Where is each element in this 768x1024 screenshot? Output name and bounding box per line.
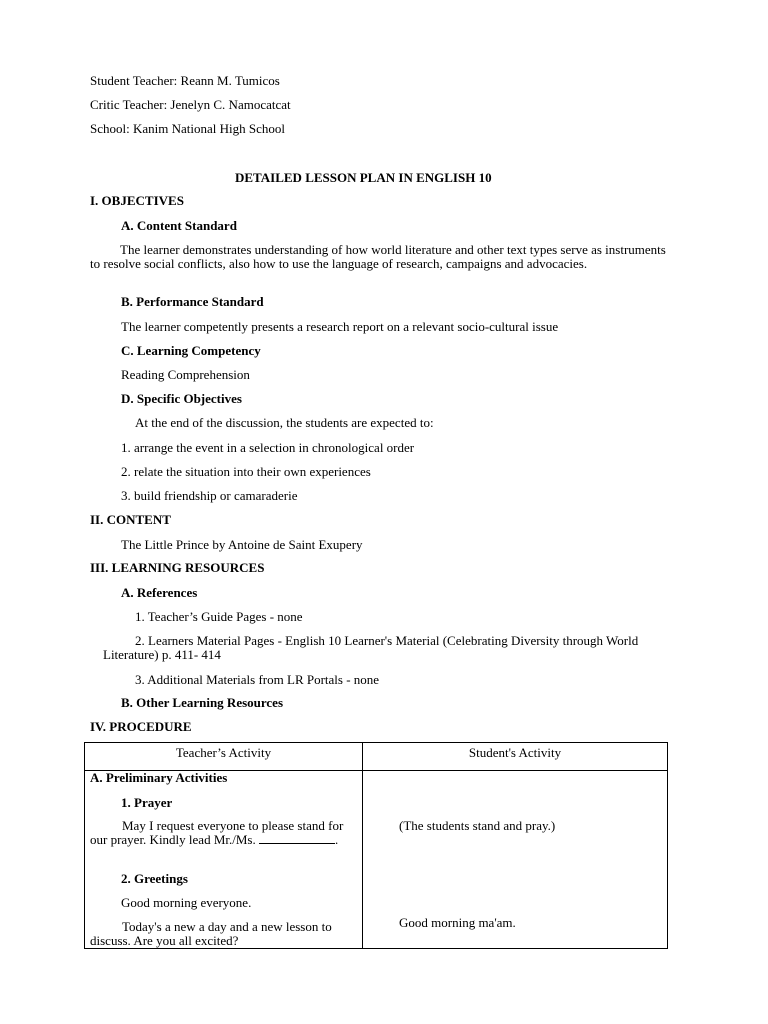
- objective-item: 2. relate the situation into their own experiences: [121, 464, 371, 479]
- reference-item: 2. Learners Material Pages - English 10 Learner's Material (Celebrating Diversity through World Literature) p. 411- 414: [103, 633, 639, 662]
- greeting-text: Good morning everyone.: [121, 895, 252, 910]
- prayer-response: (The students stand and pray.): [399, 818, 556, 833]
- prayer-text: May I request everyone to please stand for our prayer. Kindly lead Mr./Ms. .: [90, 818, 344, 847]
- learning-competency-text: Reading Comprehension: [121, 367, 250, 382]
- teacher-activity-cell: [85, 771, 363, 949]
- student-teacher: Student Teacher: Reann M. Tumicos: [90, 73, 280, 88]
- greeting-response: Good morning ma'am.: [399, 915, 516, 930]
- objective-item: 3. build friendship or camaraderie: [121, 488, 298, 503]
- other-resources-heading: B. Other Learning Resources: [121, 695, 284, 710]
- specific-objectives-heading: D. Specific Objectives: [121, 391, 242, 406]
- table-header-student: Student's Activity: [363, 743, 668, 771]
- procedure-table: [84, 742, 668, 949]
- procedure-heading: IV. PROCEDURE: [90, 719, 192, 734]
- content-heading: II. CONTENT: [90, 512, 171, 527]
- greetings-heading: 2. Greetings: [121, 871, 188, 886]
- objectives-heading: I. OBJECTIVES: [90, 193, 184, 208]
- greeting-question: Today's a new a day and a new lesson to discuss. Are you all excited?: [90, 919, 332, 948]
- reference-item: 1. Teacher’s Guide Pages - none: [135, 609, 303, 624]
- school: School: Kanim National High School: [90, 121, 285, 136]
- performance-standard-heading: B. Performance Standard: [121, 294, 264, 309]
- content-text: The Little Prince by Antoine de Saint Exupery: [121, 537, 363, 552]
- references-heading: A. References: [121, 585, 198, 600]
- content-standard-heading: A. Content Standard: [121, 218, 237, 233]
- preliminary-heading: A. Preliminary Activities: [90, 770, 228, 785]
- name-blank: [259, 833, 335, 844]
- performance-standard-text: The learner competently presents a research report on a relevant socio-cultural issue: [121, 319, 559, 334]
- table-header-teacher: Teacher’s Activity: [85, 743, 363, 771]
- learning-competency-heading: C. Learning Competency: [121, 343, 261, 358]
- reference-item: 3. Additional Materials from LR Portals - none: [135, 672, 380, 687]
- content-standard-text: The learner demonstrates understanding of how world literature and other text types serve as instruments to resolve social conflicts, also how to use the language of research, campaigns and advocacies.: [90, 242, 666, 271]
- prayer-heading: 1. Prayer: [121, 795, 173, 810]
- student-activity-cell: [363, 771, 668, 949]
- specific-objectives-intro: At the end of the discussion, the students are expected to:: [135, 415, 434, 430]
- objective-item: 1. arrange the event in a selection in chronological order: [121, 440, 415, 455]
- document-title: DETAILED LESSON PLAN IN ENGLISH 10: [235, 170, 492, 185]
- critic-teacher: Critic Teacher: Jenelyn C. Namocatcat: [90, 97, 291, 112]
- learning-resources-heading: III. LEARNING RESOURCES: [90, 560, 265, 575]
